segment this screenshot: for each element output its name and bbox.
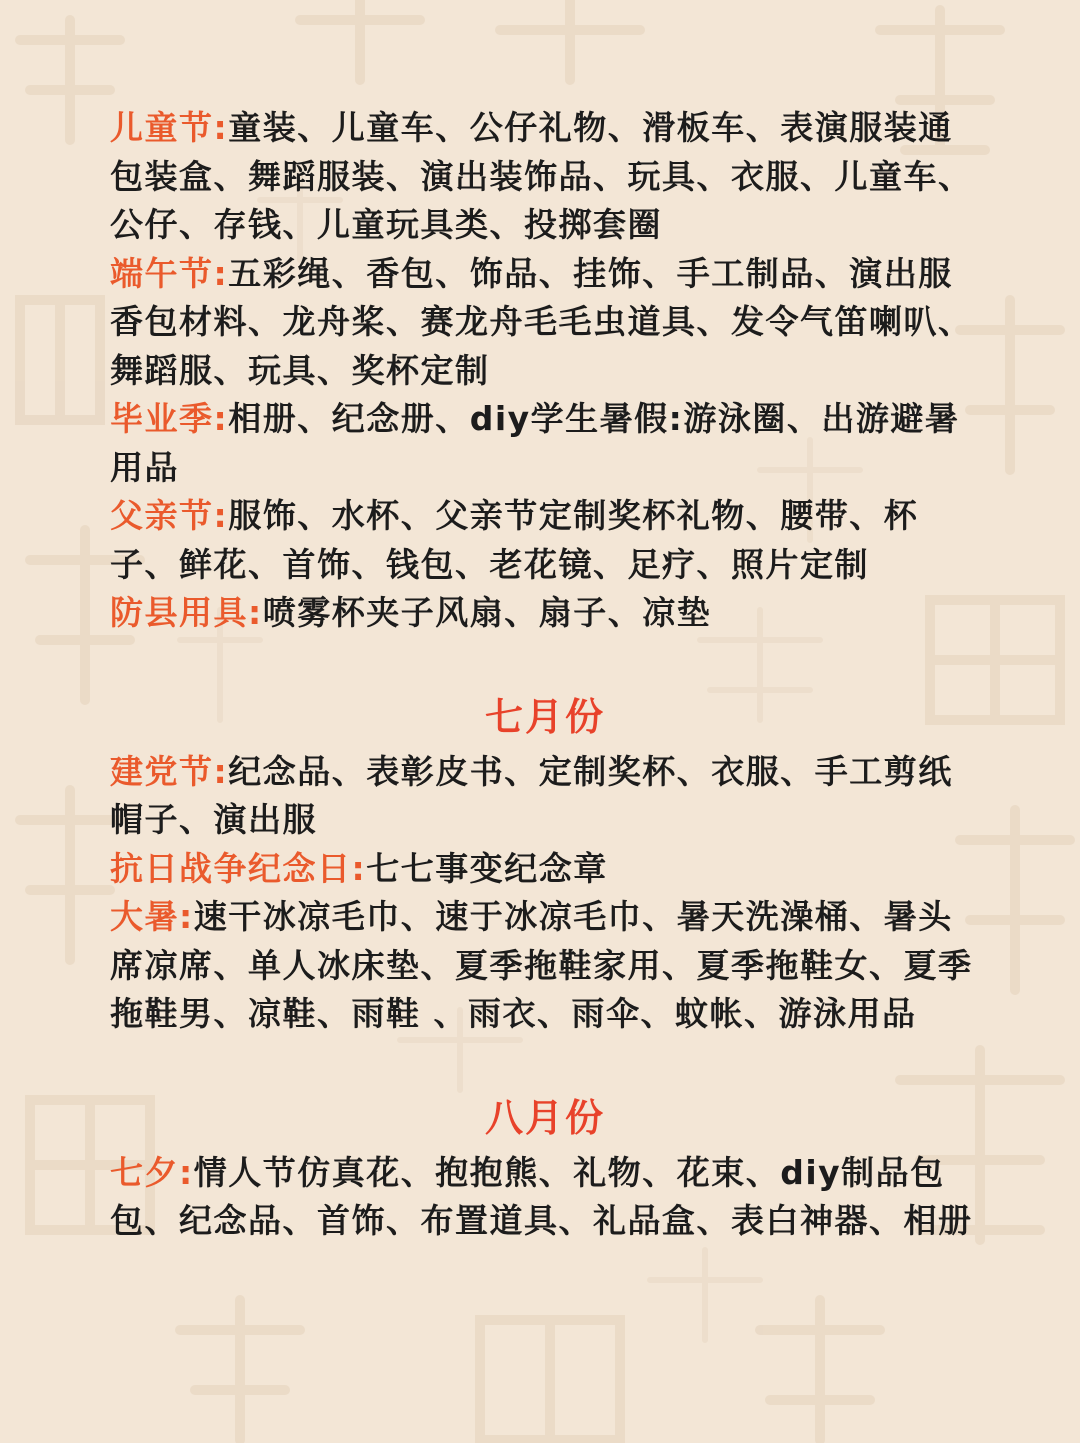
entry-label: 儿童节	[110, 108, 214, 147]
content-area	[110, 104, 980, 1246]
entry-separator: :	[213, 399, 229, 438]
entry-separator: :	[213, 253, 229, 293]
entry-label: 父亲节	[110, 496, 214, 535]
entry-graduation-season	[110, 395, 980, 492]
entry-dragon-boat-festival	[110, 250, 980, 396]
entry-text: 喷雾杯夹子风扇、扇子、凉垫	[262, 593, 712, 632]
entry-label: 大暑	[110, 897, 179, 936]
entry-text: 速干冰凉毛巾、速于冰凉毛巾、暑天洗澡桶、暑头席凉席、单人冰床垫、夏季拖鞋家用、夏季拖鞋女、夏季拖鞋男、凉鞋、雨鞋 、雨衣、雨伞、蚊帐、游泳用品	[110, 897, 973, 1033]
entry-label: 防县用具	[110, 593, 248, 632]
entry-text: 情人节仿真花、抱抱熊、礼物、花束、diy制品包包、纪念品、首饰、布置道具、礼品盒、表白神器、相册	[110, 1152, 973, 1240]
entry-war-memorial-day	[110, 845, 980, 894]
entry-separator: :	[213, 496, 229, 535]
entry-separator: :	[179, 897, 194, 936]
month-title-july: 七月份	[484, 694, 605, 739]
entry-label: 建党节	[110, 751, 214, 791]
entry-label: 端午节	[110, 253, 214, 293]
entry-text: 七七事变纪念章	[366, 848, 608, 888]
entry-text: 五彩绳、香包、饰品、挂饰、手工制品、演出服香包材料、龙舟桨、赛龙舟毛毛虫道具、发令气笛喇叭、舞蹈服、玩具、奖杯定制	[110, 253, 973, 390]
entry-summer-supplies	[110, 589, 980, 638]
entry-text: 相册、纪念册、diy学生暑假:游泳圈、出游避暑用品	[110, 399, 960, 487]
entry-text: 纪念品、表彰皮书、定制奖杯、衣服、手工剪纸帽子、演出服	[110, 751, 953, 839]
month-title-august: 八月份	[484, 1095, 605, 1140]
entry-separator: :	[213, 751, 229, 791]
entry-childrens-day	[110, 104, 980, 250]
entry-text: 童装、儿童车、公仔礼物、滑板车、表演服装通包装盒、舞蹈服装、演出装饰品、玩具、衣服、儿童车、公仔、存钱、儿童玩具类、投掷套圈	[110, 108, 973, 244]
entry-label: 抗日战争纪念日	[110, 848, 352, 888]
entry-separator: :	[213, 108, 229, 147]
entry-separator: :	[351, 848, 367, 888]
entry-fathers-day	[110, 492, 980, 589]
entry-label: 毕业季	[110, 399, 214, 438]
entry-text: 服饰、水杯、父亲节定制奖杯礼物、腰带、杯子、鲜花、首饰、钱包、老花镜、足疗、照片定制	[110, 496, 919, 584]
entry-label: 七夕	[110, 1152, 179, 1192]
entry-qixi-festival	[110, 1149, 980, 1246]
entry-major-heat	[110, 893, 980, 1039]
entry-separator: :	[248, 593, 263, 632]
entry-separator: :	[179, 1152, 194, 1192]
entry-party-founding-day	[110, 748, 980, 845]
